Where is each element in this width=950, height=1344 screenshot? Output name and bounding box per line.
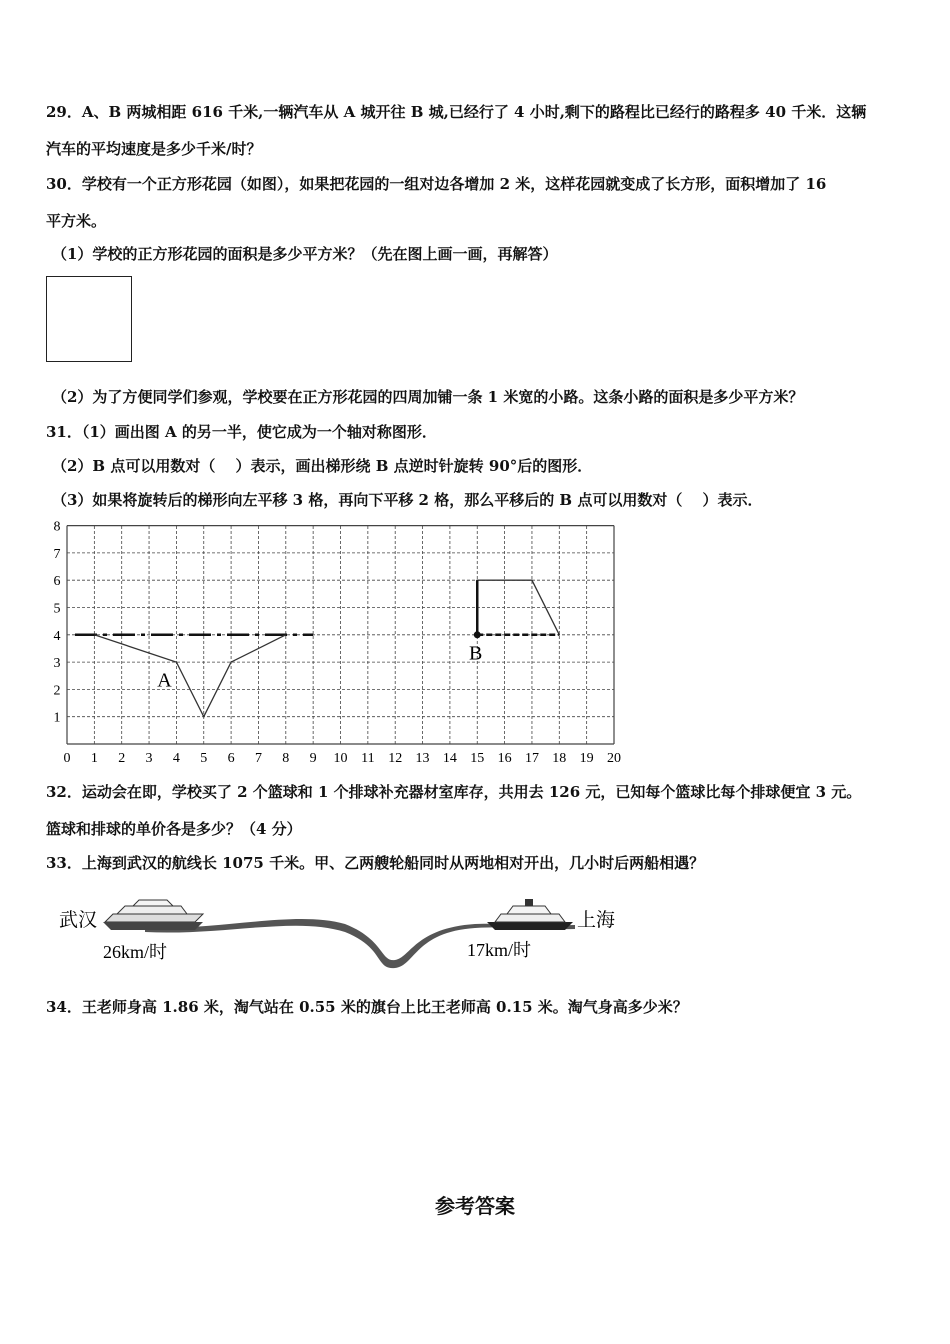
- x-tick-label: 3: [145, 751, 153, 766]
- y-tick-label: 4: [53, 628, 61, 644]
- x-tick-label: 7: [254, 751, 262, 766]
- right-speed-label: 17km/时: [467, 940, 532, 960]
- q30-part2: （2）为了方便同学们参观，学校要在正方形花园的四周加铺一条 1 米宽的小路。这条小路的面积是多少平方米？: [52, 388, 804, 406]
- x-tick-label: 1: [90, 751, 98, 766]
- x-tick-label: 10: [333, 751, 348, 766]
- q31-part2: （2）B 点可以用数对（ ）表示，画出梯形绕 B 点逆时针旋转 90°后的图形．: [52, 457, 593, 475]
- x-tick-label: 11: [361, 751, 375, 766]
- x-tick-labels: [64, 751, 622, 766]
- ships-figure: [55, 892, 635, 972]
- q29-line2: 汽车的平均速度是多少千米/时？: [46, 140, 262, 158]
- q30-part1: （1）学校的正方形花园的面积是多少平方米？（先在图上画一画，再解答）: [52, 245, 558, 263]
- q30-line1: 30．学校有一个正方形花园（如图），如果把花园的一组对边各增加 2 米，这样花园就变成了长方形，面积增加了 16: [46, 175, 827, 193]
- x-tick-label: 6: [227, 751, 235, 766]
- answer-title: 参考答案: [435, 1194, 515, 1218]
- figure-a-half: [94, 635, 285, 717]
- ship-right-icon: [487, 899, 573, 930]
- q33: 33．上海到武汉的航线长 1075 千米。甲、乙两艘轮船同时从两地相对开出，几小时后两船相遇？: [46, 854, 705, 872]
- q31-part1: 31．（1）画出图 A 的另一半，使它成为一个轴对称图形．: [46, 423, 437, 441]
- x-tick-label: 13: [415, 751, 430, 766]
- x-tick-label: 14: [442, 751, 457, 766]
- y-tick-label: 7: [53, 546, 61, 562]
- q30-line2: 平方米。: [46, 212, 107, 230]
- point-b: [474, 631, 481, 638]
- x-tick-label: 15: [470, 751, 485, 766]
- x-tick-label: 4: [172, 751, 180, 766]
- x-tick-label: 12: [388, 751, 403, 766]
- right-city-label: 上海: [577, 909, 616, 931]
- q29-line1: 29．A、B 两城相距 616 千米,一辆汽车从 A 城开往 B 城,已经行了 4 小时,剩下的路程比已经行的路程多 40 千米．这辆: [46, 103, 867, 121]
- y-tick-label: 2: [53, 683, 61, 699]
- ship-left-icon: [103, 900, 203, 930]
- x-tick-label: 9: [309, 751, 317, 766]
- left-speed-label: 26km/时: [103, 942, 168, 962]
- y-tick-label: 6: [53, 574, 61, 590]
- x-tick-label: 17: [524, 751, 539, 766]
- x-tick-label: 5: [200, 751, 208, 766]
- x-tick-label: 19: [579, 751, 594, 766]
- x-tick-label: 18: [552, 751, 567, 766]
- q32-line1: 32．运动会在即，学校买了 2 个篮球和 1 个排球补充器材室库存，共用去 126 元，已知每个篮球比每个排球便宜 3 元。: [46, 783, 862, 801]
- x-tick-label: 0: [63, 751, 71, 766]
- x-tick-label: 16: [497, 751, 512, 766]
- x-tick-label: 8: [282, 751, 290, 766]
- square-garden-figure: [46, 276, 132, 362]
- y-tick-label: 3: [53, 656, 61, 672]
- left-city-label: 武汉: [59, 909, 98, 931]
- y-tick-labels: [54, 520, 61, 726]
- label-b: B: [469, 642, 483, 665]
- y-tick-label: 8: [53, 519, 61, 535]
- q34: 34．王老师身高 1.86 米，淘气站在 0.55 米的旗台上比王老师高 0.15 米。淘气身高多少米？: [46, 998, 688, 1016]
- q32-line2: 篮球和排球的单价各是多少？（4 分）: [46, 820, 302, 838]
- coordinate-grid-figure: [40, 516, 625, 768]
- y-tick-label: 5: [53, 601, 61, 617]
- x-tick-label: 20: [607, 751, 621, 766]
- label-a: A: [157, 669, 172, 692]
- x-tick-label: 2: [118, 751, 126, 766]
- y-tick-label: 1: [53, 710, 61, 726]
- q31-part3: （3）如果将旋转后的梯形向左平移 3 格，再向下平移 2 格，那么平移后的 B 点可以用数对（ ）表示．: [52, 491, 763, 509]
